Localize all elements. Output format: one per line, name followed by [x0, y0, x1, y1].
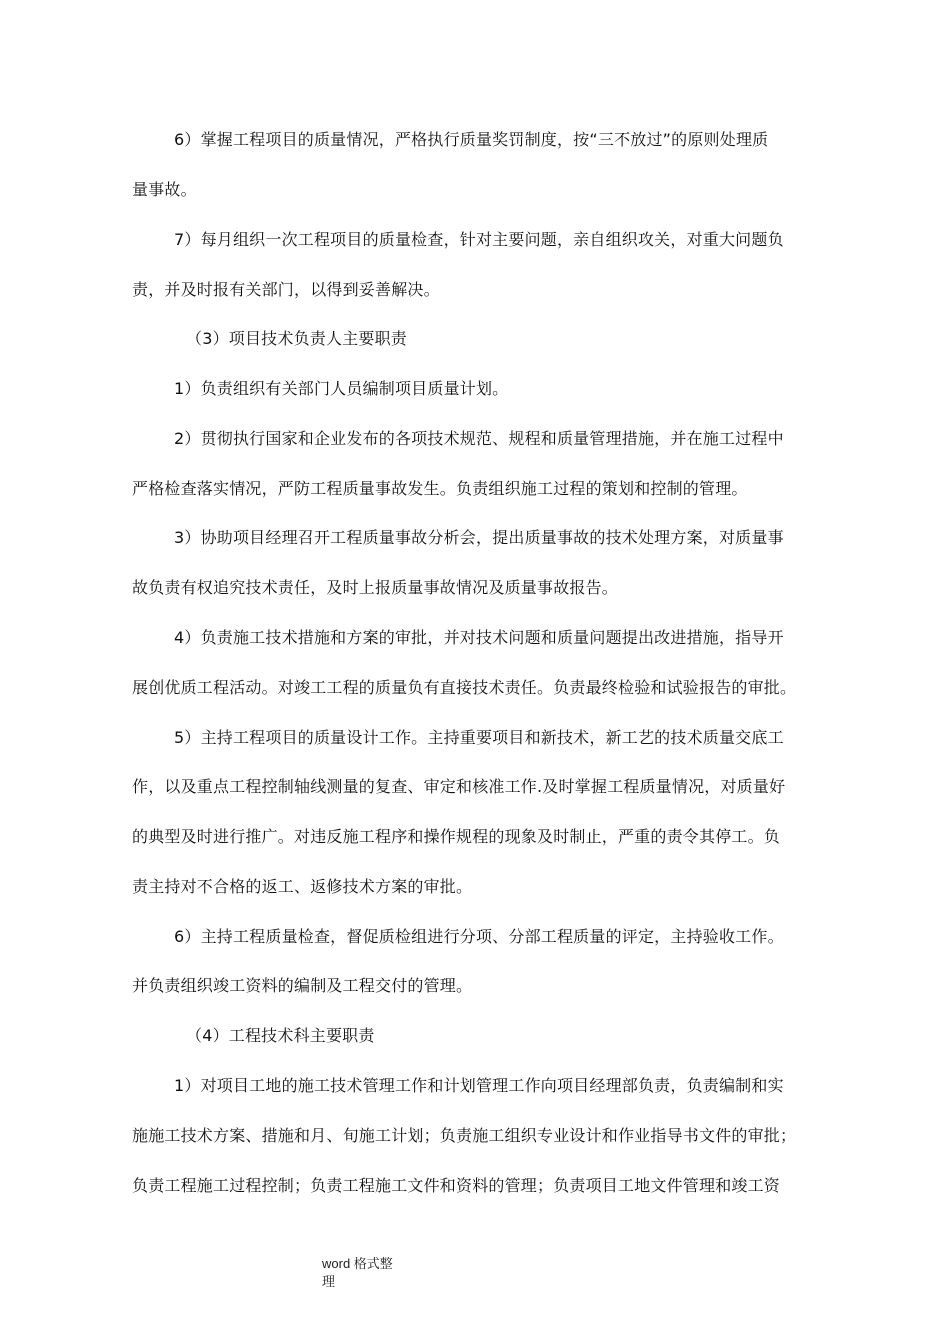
paragraph-line: 7）每月组织一次工程项目的质量检查，针对主要问题，亲自组织攻关，对重大问题负	[174, 230, 784, 249]
paragraph-line: 施施工技术方案、措施和月、旬施工计划；负责施工组织专业设计和作业指导书文件的审批；	[132, 1126, 797, 1145]
paragraph-line: 故负责有权追究技术责任，及时上报质量事故情况及质量事故报告。	[132, 578, 619, 597]
paragraph-line: 的典型及时进行推广。对违反施工程序和操作规程的现象及时制止，严重的责令其停工。负	[132, 827, 781, 846]
paragraph-line: 并负责组织竣工资料的编制及工程交付的管理。	[132, 976, 473, 995]
paragraph-line: 3）协助项目经理召开工程质量事故分析会，提出质量事故的技术处理方案，对质量事	[174, 528, 784, 547]
paragraph-line: 4）负责施工技术措施和方案的审批，并对技术问题和质量问题提出改进措施，指导开	[174, 628, 784, 647]
paragraph-line: 责，并及时报有关部门，以得到妥善解决。	[132, 280, 440, 299]
paragraph-line: 1）对项目工地的施工技术管理工作和计划管理工作向项目经理部负责，负责编制和实	[174, 1076, 784, 1095]
paragraph-line: 责主持对不合格的返工、返修技术方案的审批。	[132, 877, 473, 896]
paragraph-line: 6）主持工程质量检查，督促质检组进行分项、分部工程质量的评定，主持验收工作。	[174, 927, 784, 946]
paragraph-line: 负责工程施工过程控制；负责工程施工文件和资料的管理；负责项目工地文件管理和竣工资	[132, 1176, 781, 1195]
paragraph-line: 1）负责组织有关部门人员编制项目质量计划。	[174, 379, 509, 398]
paragraph-line: 严格检查落实情况，严防工程质量事故发生。负责组织施工过程的策划和控制的管理。	[132, 479, 748, 498]
footer-text: 理	[322, 1274, 336, 1289]
section-heading: （3）项目技术负责人主要职责	[186, 329, 407, 348]
footer-text: word 格式整	[322, 1256, 393, 1271]
paragraph-line: 量事故。	[132, 180, 197, 199]
paragraph-line: 6）掌握工程项目的质量情况，严格执行质量奖罚制度，按“三不放过”的原则处理质	[174, 130, 769, 149]
section-heading: （4）工程技术科主要职责	[186, 1026, 375, 1045]
paragraph-line: 5）主持工程项目的质量设计工作。主持重要项目和新技术，新工艺的技术质量交底工	[174, 728, 784, 747]
paragraph-line: 展创优质工程活动。对竣工工程的质量负有直接技术责任。负责最终检验和试验报告的审批。	[132, 678, 797, 697]
paragraph-line: 2）贯彻执行国家和企业发布的各项技术规范、规程和质量管理措施，并在施工过程中	[174, 429, 784, 448]
paragraph-line: 作，以及重点工程控制轴线测量的复查、审定和核准工作.及时掌握工程质量情况，对质量好	[132, 777, 786, 796]
